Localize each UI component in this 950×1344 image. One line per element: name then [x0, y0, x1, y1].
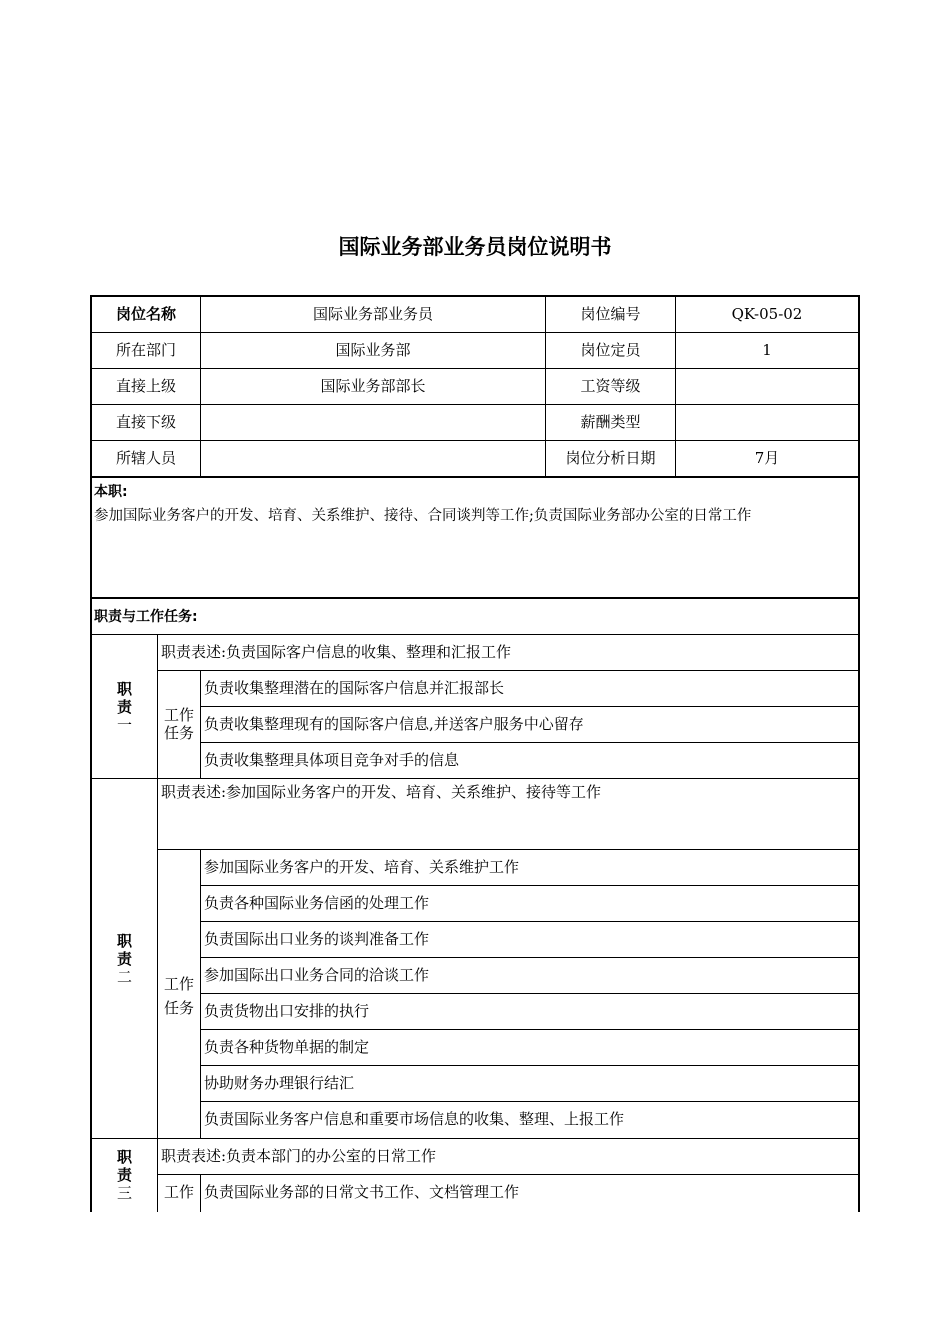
grid-line — [200, 1065, 860, 1066]
grid-line — [92, 368, 858, 369]
duty-2-task-6: 负责各种货物单据的制定 — [204, 1038, 370, 1056]
grid-line — [157, 670, 860, 671]
grid-line — [200, 993, 860, 994]
department-value: 国际业务部 — [335, 341, 411, 359]
grid-line — [92, 440, 858, 441]
page-title: 国际业务部业务员岗位说明书 — [338, 235, 612, 259]
duty-1-task-label: 工作 任务 — [163, 706, 194, 742]
position-name-value: 国际业务部业务员 — [312, 305, 433, 323]
grid-line — [90, 476, 860, 478]
duty-1-task-1: 负责收集整理潜在的国际客户信息并汇报部长 — [204, 679, 505, 697]
jurisdiction-label: 所辖人员 — [115, 449, 176, 467]
grid-line — [200, 706, 860, 707]
subordinate-label: 直接下级 — [115, 413, 176, 431]
wage-grade-label: 工资等级 — [580, 377, 641, 395]
analysis-date-value: 7月 — [754, 449, 780, 467]
duties-header: 职责与工作任务: — [94, 609, 198, 625]
grid-line — [200, 957, 860, 958]
grid-line — [200, 885, 860, 886]
grid-line — [200, 1174, 201, 1212]
duty-2-task-4: 参加国际出口业务合同的洽谈工作 — [204, 966, 430, 984]
duty-2-description: 职责表述:参加国际业务客户的开发、培育、关系维护、接待等工作 — [161, 783, 602, 801]
basic-duty-text: 参加国际业务客户的开发、培育、关系维护、接待、合同谈判等工作;负责国际业务部办公室的日常工作 — [94, 508, 752, 524]
grid-line — [157, 1174, 860, 1175]
grid-line — [200, 670, 201, 778]
duty-2-label: 职 责 二 — [116, 932, 132, 986]
grid-line — [200, 1029, 860, 1030]
duty-2-task-7: 协助财务办理银行结汇 — [204, 1074, 355, 1092]
duty-3-label: 职 责 三 — [116, 1148, 132, 1202]
grid-line — [90, 778, 860, 779]
duty-1-task-2: 负责收集整理现有的国际客户信息,并送客户服务中心留存 — [204, 715, 584, 733]
department-label: 所在部门 — [115, 341, 176, 359]
grid-line — [90, 634, 860, 635]
headcount-value: 1 — [762, 341, 772, 359]
basic-duty-label: 本职: — [94, 484, 128, 500]
grid-line — [200, 921, 860, 922]
position-code-label: 岗位编号 — [580, 305, 641, 323]
position-name-label: 岗位名称 — [115, 305, 176, 323]
duty-1-task-3: 负责收集整理具体项目竞争对手的信息 — [204, 751, 460, 769]
duty-3-task-label: 工作 — [163, 1183, 194, 1201]
grid-line — [90, 597, 860, 599]
duty-2-task-8: 负责国际业务客户信息和重要市场信息的收集、整理、上报工作 — [204, 1110, 625, 1128]
duty-2-task-label: 工作 任务 — [163, 975, 194, 1017]
duty-2-task-3: 负责国际出口业务的谈判准备工作 — [204, 930, 430, 948]
superior-label: 直接上级 — [115, 377, 176, 395]
grid-line — [200, 742, 860, 743]
superior-value: 国际业务部部长 — [320, 377, 426, 395]
duty-2-task-5: 负责货物出口安排的执行 — [204, 1002, 370, 1020]
duty-2-task-1: 参加国际业务客户的开发、培育、关系维护工作 — [204, 858, 520, 876]
headcount-label: 岗位定员 — [580, 341, 641, 359]
grid-line — [90, 1138, 860, 1139]
duty-3-description: 职责表述:负责本部门的办公室的日常工作 — [161, 1147, 437, 1165]
duty-2-task-2: 负责各种国际业务信函的处理工作 — [204, 894, 430, 912]
duty-1-label: 职 责 一 — [116, 680, 132, 734]
duty-1-description: 职责表述:负责国际客户信息的收集、整理和汇报工作 — [161, 643, 512, 661]
duty-3-task-1: 负责国际业务部的日常文书工作、文档管理工作 — [204, 1183, 520, 1201]
grid-line — [157, 849, 860, 850]
analysis-date-label: 岗位分析日期 — [565, 449, 656, 467]
grid-line — [200, 1101, 860, 1102]
position-code-value: QK-05-02 — [731, 305, 803, 323]
grid-line — [92, 332, 858, 333]
grid-line — [92, 404, 858, 405]
pay-type-label: 薪酬类型 — [580, 413, 641, 431]
